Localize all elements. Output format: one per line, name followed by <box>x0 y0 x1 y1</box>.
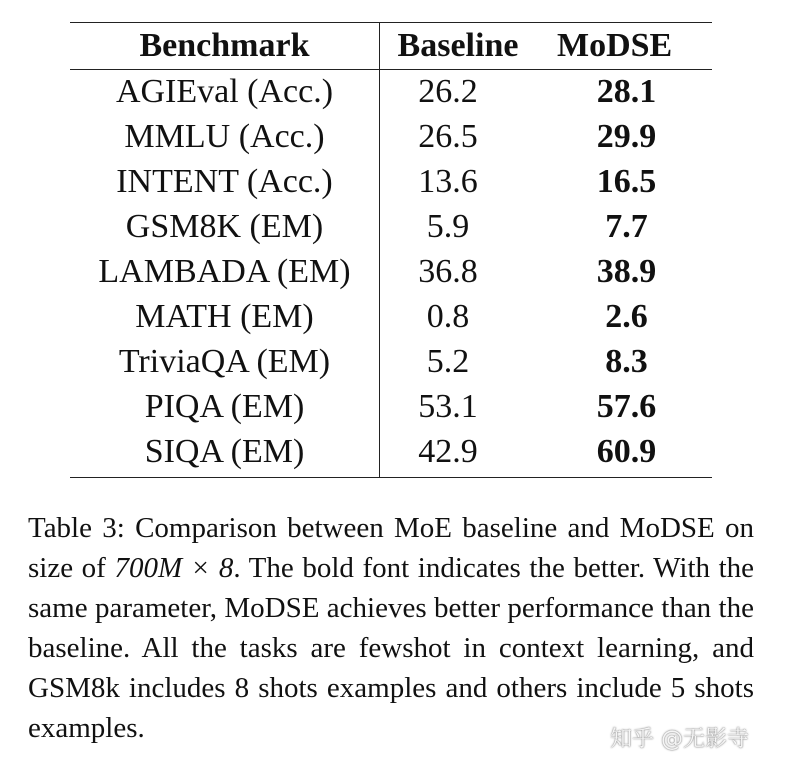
cell-baseline: 13.6 <box>418 162 478 200</box>
caption-math: 700M × 8 <box>114 552 234 584</box>
cell-baseline: 5.2 <box>426 342 470 380</box>
table-bottom-rule <box>70 477 712 478</box>
cell-baseline: 26.5 <box>418 117 478 155</box>
caption-text-after: . The bold font indicates the better. With the same parameter, MoDSE achieves better performance than the baseline. All the tasks are fewshot in context learning, and GSM8k includes 8 shots examples and others include 5 shots examples. <box>28 552 755 744</box>
table-row <box>70 159 712 204</box>
cell-benchmark: MMLU (Acc.) <box>124 117 325 155</box>
cell-benchmark: MATH (EM) <box>135 297 314 335</box>
cell-baseline: 53.1 <box>418 387 478 425</box>
table-row <box>70 69 712 114</box>
table-row <box>70 339 712 384</box>
table-caption <box>28 508 754 748</box>
cell-modse: 8.3 <box>605 342 648 380</box>
zhihu-watermark: 知乎 @无影寺 <box>610 727 749 752</box>
cell-baseline: 5.9 <box>426 207 470 245</box>
cell-baseline: 36.8 <box>418 252 478 290</box>
cell-modse: 28.1 <box>596 72 657 110</box>
cell-benchmark: GSM8K (EM) <box>125 207 324 245</box>
cell-modse: 57.6 <box>596 387 657 425</box>
cell-baseline: 42.9 <box>418 432 478 470</box>
cell-benchmark: TriviaQA (EM) <box>118 342 331 380</box>
table-row <box>70 429 712 474</box>
cell-modse: 38.9 <box>596 252 657 290</box>
table-row <box>70 384 712 429</box>
table-row <box>70 294 712 339</box>
header-baseline: Baseline <box>397 26 519 64</box>
table-row <box>70 204 712 249</box>
results-table <box>70 22 712 474</box>
cell-modse: 16.5 <box>596 162 657 200</box>
cell-baseline: 0.8 <box>426 297 470 335</box>
cell-modse: 7.7 <box>605 207 648 245</box>
cell-modse: 2.6 <box>605 297 648 335</box>
cell-benchmark: LAMBADA (EM) <box>98 252 351 290</box>
cell-baseline: 26.2 <box>418 72 478 110</box>
header-benchmark: Benchmark <box>139 26 310 64</box>
cell-benchmark: INTENT (Acc.) <box>116 162 333 200</box>
caption-text-before: Comparison between MoE baseline and MoDSE on size of <box>28 512 755 584</box>
cell-benchmark: SIQA (EM) <box>144 432 305 470</box>
cell-benchmark: AGIEval (Acc.) <box>115 72 334 110</box>
table-row <box>70 249 712 294</box>
cell-benchmark: PIQA (EM) <box>144 387 305 425</box>
caption-label: Table 3: <box>28 512 125 544</box>
table-row <box>70 114 712 159</box>
table-header-row <box>70 22 712 69</box>
header-modse: MoDSE <box>557 26 673 64</box>
cell-modse: 60.9 <box>596 432 657 470</box>
cell-modse: 29.9 <box>596 117 657 155</box>
